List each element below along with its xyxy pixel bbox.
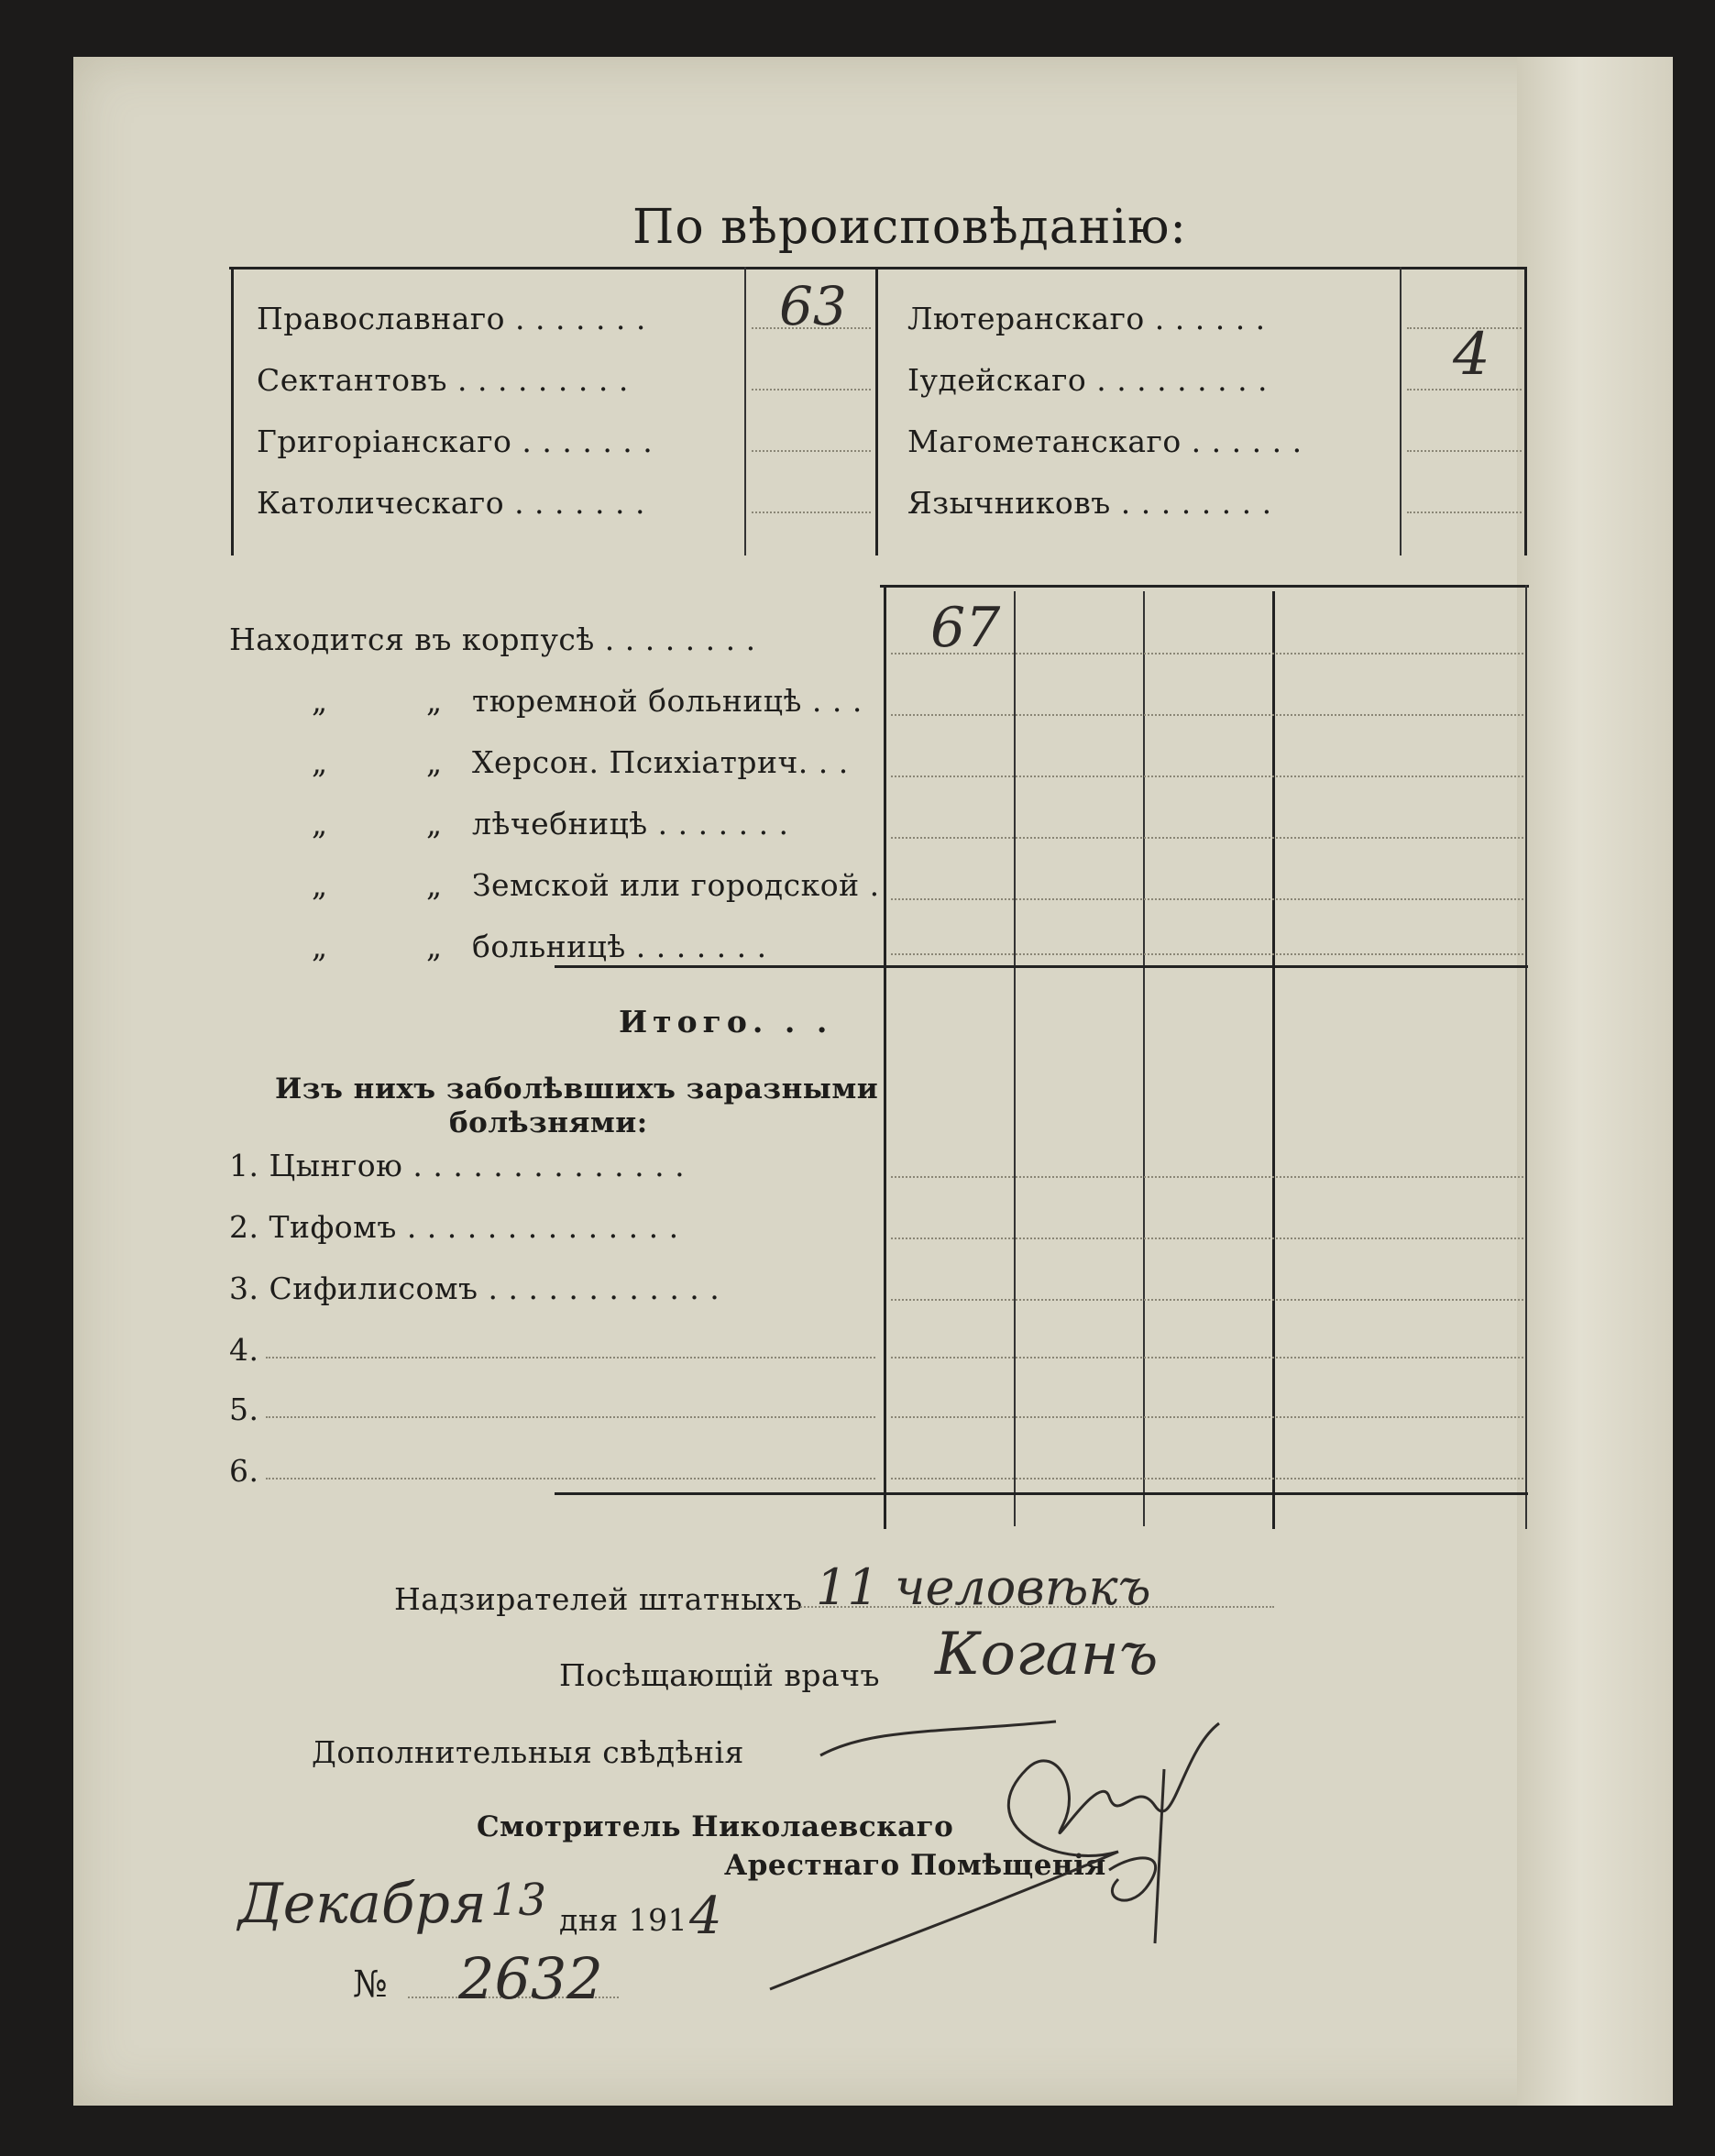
- dot-leader: [752, 450, 871, 452]
- location-col-divider-2: [1143, 591, 1145, 1526]
- diseases-heading: Изъ нихъ заболѣвшихъ заразными: [275, 1072, 879, 1106]
- religion-pagan: Язычниковъ . . . . . . . .: [907, 485, 1272, 521]
- guards-value: 11 человѣкъ: [816, 1558, 1151, 1616]
- religion-orthodox: Православнаго . . . . . . .: [257, 301, 646, 336]
- warden-line-1: Смотритель Николаевскаго: [477, 1810, 954, 1843]
- subtotal-rule: [555, 965, 1528, 968]
- dot-leader: [266, 1357, 875, 1358]
- dot-leader: [266, 1478, 875, 1480]
- quote-mark: „: [312, 683, 328, 719]
- dot-leader: [266, 1416, 875, 1418]
- date-year-digit: 4: [689, 1886, 722, 1946]
- disease-6: 6.: [229, 1453, 259, 1489]
- dot-leader: [891, 1416, 1523, 1418]
- dot-leader: [891, 837, 1523, 839]
- warden-signature: [752, 1714, 1228, 2008]
- doctor-value: Коганъ: [935, 1621, 1159, 1688]
- location-clinic: лѣчебницѣ . . . . . . .: [472, 806, 789, 842]
- orthodox-count: 63: [779, 275, 847, 337]
- date-text: дня 191: [559, 1902, 688, 1938]
- disease-syphilis: 3. Сифилисомъ . . . . . . . . . . . .: [229, 1270, 720, 1306]
- disease-4: 4.: [229, 1332, 259, 1368]
- religion-judaic: Іудейскаго . . . . . . . . .: [907, 362, 1269, 398]
- quote-mark: „: [426, 867, 443, 903]
- disease-scurvy: 1. Цынгою . . . . . . . . . . . . . .: [229, 1148, 686, 1183]
- dot-leader: [891, 1238, 1523, 1239]
- location-col-divider-1: [1014, 591, 1016, 1526]
- dot-leader: [752, 512, 871, 513]
- quote-mark: „: [426, 744, 443, 780]
- religion-muslim: Магометанскаго . . . . . .: [907, 424, 1303, 459]
- religion-lutheran: Лютеранскаго . . . . . .: [907, 301, 1266, 336]
- religion-catholic: Католическаго . . . . . . .: [257, 485, 645, 521]
- dot-leader: [1407, 512, 1522, 513]
- disease-typhus: 2. Тифомъ . . . . . . . . . . . . . .: [229, 1209, 679, 1245]
- location-table-top-rule: [880, 585, 1529, 588]
- disease-5: 5.: [229, 1392, 259, 1427]
- dot-leader: [891, 653, 1523, 654]
- location-hospital: больницѣ . . . . . . .: [472, 929, 767, 964]
- religion-table-right-rule: [1524, 267, 1527, 556]
- quote-mark: „: [312, 744, 328, 780]
- location-zemstvo: Земской или городской .: [472, 867, 880, 903]
- quote-mark: „: [426, 929, 443, 964]
- paper-fold: [1517, 57, 1673, 2106]
- diseases-heading-2: болѣзнями:: [449, 1106, 648, 1139]
- religion-col-divider: [744, 267, 746, 556]
- number-value: 2632: [458, 1945, 603, 2012]
- dot-leader: [891, 714, 1523, 716]
- extra-info-label: Дополнительныя свѣдѣнія: [312, 1734, 744, 1770]
- dot-leader: [891, 953, 1523, 955]
- date-month: Декабря: [238, 1872, 487, 1936]
- judaic-count: 4: [1453, 321, 1490, 389]
- date-day: 13: [490, 1875, 547, 1926]
- dot-leader: [891, 776, 1523, 777]
- building-count: 67: [930, 596, 1001, 660]
- location-kherson-psychiatric: Херсон. Психіатрич. . .: [472, 744, 849, 780]
- location-table-left-rule: [884, 585, 886, 1529]
- location-building: Находится въ корпусѣ . . . . . . . .: [229, 622, 756, 657]
- location-col-divider-3: [1272, 591, 1275, 1529]
- location-prison-hospital: тюремной больницѣ . . .: [472, 683, 863, 719]
- quote-mark: „: [426, 806, 443, 842]
- dot-leader: [891, 1478, 1523, 1480]
- dot-leader: [1407, 389, 1522, 390]
- religion-table-left-rule: [231, 267, 234, 556]
- warden-line-2: Арестнаго Помѣщенія: [724, 1849, 1106, 1882]
- number-label: №: [353, 1964, 389, 2006]
- quote-mark: „: [312, 929, 328, 964]
- religion-sectarian: Сектантовъ . . . . . . . . .: [257, 362, 629, 398]
- quote-mark: „: [312, 806, 328, 842]
- quote-mark: „: [312, 867, 328, 903]
- religion-col-divider-right: [1400, 267, 1402, 556]
- dot-leader: [752, 389, 871, 390]
- doctor-label: Посѣщающій врачъ: [559, 1657, 881, 1693]
- page-title: По вѣроисповѣданію:: [632, 200, 1187, 255]
- dot-leader: [891, 898, 1523, 900]
- dot-leader: [1407, 450, 1522, 452]
- dot-leader: [891, 1357, 1523, 1358]
- dot-leader: [891, 1176, 1523, 1178]
- diseases-bottom-rule: [555, 1492, 1528, 1495]
- guards-label: Надзирателей штатныхъ: [394, 1581, 803, 1617]
- quote-mark: „: [426, 683, 443, 719]
- religion-center-rule: [875, 267, 878, 556]
- religion-gregorian: Григоріанскаго . . . . . . .: [257, 424, 654, 459]
- dot-leader: [891, 1299, 1523, 1301]
- location-table-right-rule: [1525, 585, 1527, 1529]
- total-label: Итого. . .: [619, 1004, 833, 1040]
